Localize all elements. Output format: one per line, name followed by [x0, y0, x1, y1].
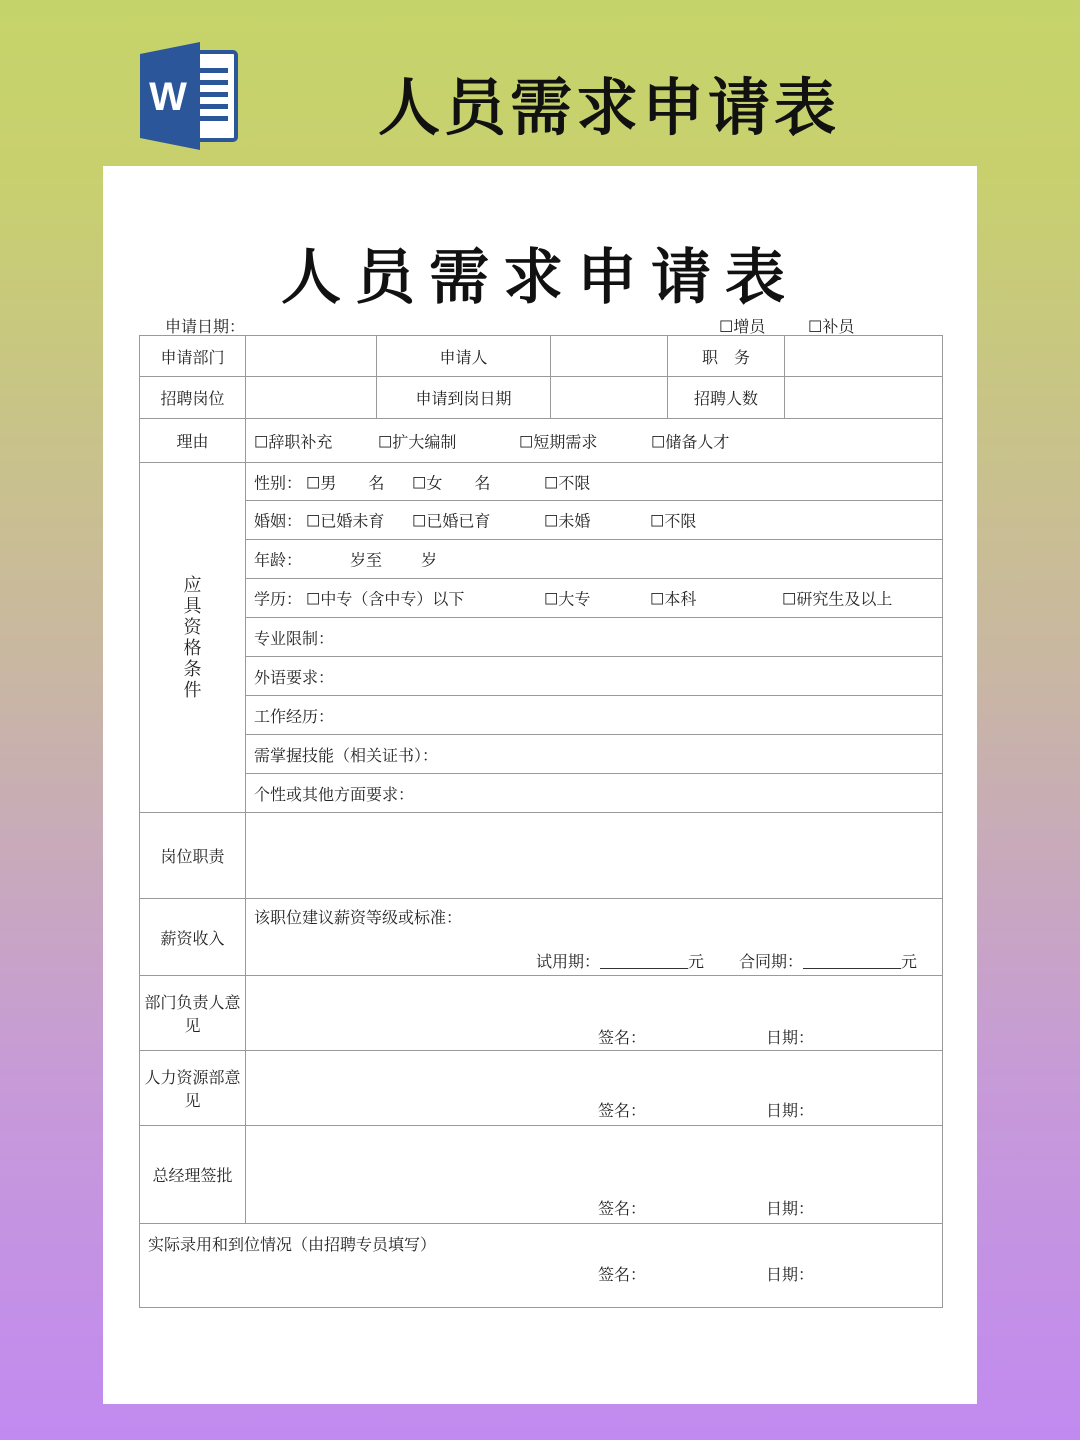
experience-field[interactable]: 工作经历：: [246, 696, 943, 735]
checkbox-married-no-child[interactable]: ☐已婚未育: [306, 511, 385, 531]
qualification-label: 应 具 资 格 条 件: [140, 463, 246, 813]
probation-label: 试用期：: [536, 952, 601, 971]
checkbox-marriage-any[interactable]: ☐不限: [650, 511, 697, 531]
education-row: [246, 579, 943, 618]
hr-date-label: 日期：: [766, 1101, 815, 1120]
hr-sign-label: 签名：: [598, 1101, 647, 1120]
checkbox-college[interactable]: ☐大专: [544, 589, 591, 609]
banner: [0, 0, 1080, 166]
probation-blank[interactable]: [600, 953, 688, 969]
checkbox-technical-school[interactable]: ☐中专（含中专）以下: [306, 589, 465, 609]
duty-label: 岗位职责: [140, 813, 246, 899]
dept-label: 申请部门: [140, 336, 246, 377]
word-icon: [140, 42, 238, 150]
probation-salary: [536, 949, 704, 972]
hr-opinion-field[interactable]: [246, 1051, 943, 1126]
application-date-label: 申请日期：: [165, 317, 246, 336]
actual-hiring-label: 实际录用和到位情况（由招聘专员填写）: [148, 1235, 437, 1254]
gender-label: 性别：: [254, 473, 303, 492]
document-title: 人员需求申请表: [281, 243, 799, 313]
gm-approval-field[interactable]: [246, 1126, 943, 1224]
gender-row: [246, 463, 943, 501]
marriage-label: 婚姻：: [254, 511, 303, 531]
applicant-field[interactable]: [551, 336, 668, 377]
contract-salary: [739, 949, 917, 972]
post-field[interactable]: [246, 377, 377, 419]
dept-head-opinion-field[interactable]: [246, 976, 943, 1051]
checkbox-bachelor[interactable]: ☐本科: [650, 589, 697, 609]
salary-suggest-label: 该职位建议薪资等级或标准：: [254, 908, 463, 927]
post-label: 招聘岗位: [140, 377, 246, 419]
contract-label: 合同期：: [739, 952, 804, 971]
actual-hiring-field[interactable]: [140, 1224, 943, 1308]
contract-unit: 元: [901, 952, 918, 971]
personality-field[interactable]: 个性或其他方面要求：: [246, 774, 943, 813]
checkbox-gender-any[interactable]: ☐不限: [544, 473, 591, 492]
age-row: [246, 540, 943, 579]
major-field[interactable]: 专业限制：: [246, 618, 943, 657]
checkbox-male[interactable]: ☐男 名: [306, 473, 385, 492]
banner-title: 人员需求申请表: [378, 71, 841, 144]
marriage-row: [246, 501, 943, 540]
contract-blank[interactable]: [803, 953, 901, 969]
dept-field[interactable]: [246, 336, 377, 377]
reason-options: [246, 419, 943, 463]
headcount-field[interactable]: [785, 377, 943, 419]
position-title-label: 职 务: [668, 336, 785, 377]
gm-sign-label: 签名：: [598, 1199, 647, 1218]
checkbox-unmarried[interactable]: ☐未婚: [544, 511, 591, 531]
age-label: 年龄：: [254, 550, 303, 570]
gm-date-label: 日期：: [766, 1199, 815, 1218]
checkbox-resignation[interactable]: ☐辞职补充: [254, 432, 333, 451]
arrival-date-label: 申请到岗日期: [377, 377, 551, 419]
age-from-label: 岁至: [350, 550, 383, 570]
checkbox-supplement-staff[interactable]: ☐补员: [808, 317, 855, 336]
language-field[interactable]: 外语要求：: [246, 657, 943, 696]
checkbox-postgraduate[interactable]: ☐研究生及以上: [782, 589, 893, 609]
headcount-label: 招聘人数: [668, 377, 785, 419]
position-title-field[interactable]: [785, 336, 943, 377]
reason-label: 理由: [140, 419, 246, 463]
education-label: 学历：: [254, 589, 303, 609]
applicant-label: 申请人: [377, 336, 551, 377]
checkbox-expansion[interactable]: ☐扩大编制: [378, 432, 457, 451]
dept-head-date-label: 日期：: [766, 1028, 815, 1047]
age-to-label: 岁: [421, 550, 438, 570]
salary-label: 薪资收入: [140, 899, 246, 976]
arrival-date-field[interactable]: [551, 377, 668, 419]
salary-field[interactable]: [246, 899, 943, 976]
actual-sign-label: 签名：: [598, 1265, 647, 1284]
duty-field[interactable]: [246, 813, 943, 899]
checkbox-add-staff[interactable]: ☐增员: [719, 317, 766, 336]
checkbox-female[interactable]: ☐女 名: [412, 473, 491, 492]
svg-text:W: W: [149, 75, 187, 119]
hr-label: 人力资源部意见: [140, 1051, 246, 1126]
skills-field[interactable]: 需掌握技能（相关证书）：: [246, 735, 943, 774]
gm-label: 总经理签批: [140, 1126, 246, 1224]
document-page: [103, 166, 977, 1404]
dept-head-label: 部门负责人意见: [140, 976, 246, 1051]
checkbox-reserve[interactable]: ☐储备人才: [651, 432, 730, 451]
actual-date-label: 日期：: [766, 1265, 815, 1284]
checkbox-short-term[interactable]: ☐短期需求: [519, 432, 598, 451]
dept-head-sign-label: 签名：: [598, 1028, 647, 1047]
checkbox-married-child[interactable]: ☐已婚已育: [412, 511, 491, 531]
probation-unit: 元: [688, 952, 705, 971]
requisition-table: [139, 335, 943, 1308]
